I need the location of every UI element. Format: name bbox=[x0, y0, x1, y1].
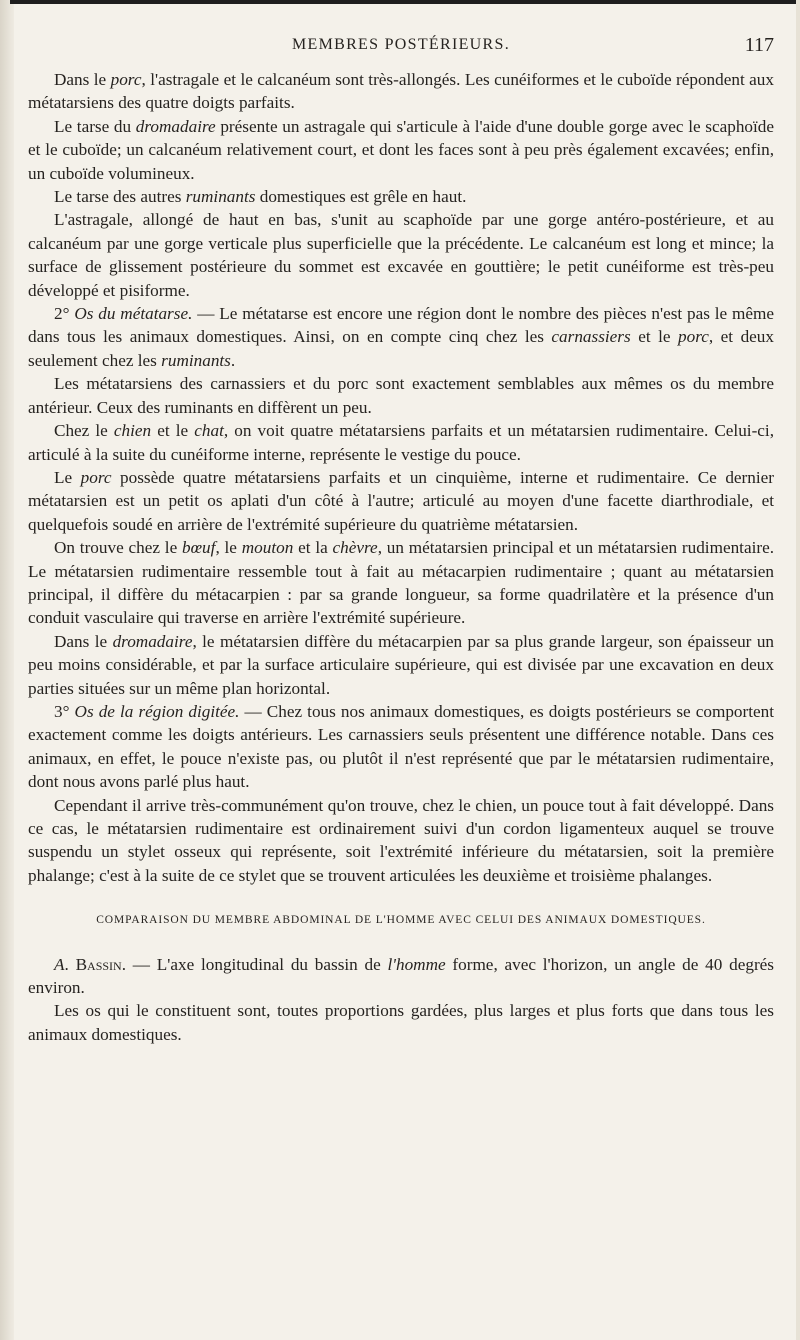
italic-text: carnassiers bbox=[551, 327, 631, 347]
italic-text: ruminants bbox=[161, 350, 231, 370]
text-run: — Le métatarse est encore une région dont le nombre des pièces n'est pas le même dans tous les animaux domestiques. Ainsi, on en compte cinq chez les bbox=[28, 304, 775, 347]
text-run: Le bbox=[54, 467, 81, 487]
running-title: MEMBRES POSTÉRIEURS. bbox=[291, 36, 511, 53]
italic-text: porc bbox=[80, 467, 112, 487]
italic-text: A bbox=[54, 954, 65, 974]
page-header bbox=[28, 34, 774, 58]
text-run: Les métatarsiens des carnassiers et du porc sont exactement semblables aux mêmes os du membre antérieur. Ceux des ruminants en diffèrent un peu. bbox=[28, 374, 774, 417]
paragraph bbox=[28, 68, 774, 115]
text-run: 2° bbox=[54, 304, 75, 324]
paragraph bbox=[28, 208, 774, 302]
text-run: , on voit quatre métatarsiens parfaits et un métatarsien rudimentaire. Celui-ci, articulé à la suite du cunéiforme interne, représente le vestige du pouce. bbox=[28, 421, 774, 464]
text-run: forme, avec l'horizon, un angle de 40 degrés environ. bbox=[28, 954, 774, 998]
text-run: L'astragale, allongé de haut en bas, s'unit au scaphoïde par une gorge antéro-postérieure, et au calcanéum par une gorge verticale plus superficielle que la précédente. Le calcanéum est long et mince; la surface de glissement postérieure du sommet est excavée en gouttière; le petit cunéiforme est très-peu développé et pisiforme. bbox=[28, 210, 774, 300]
italic-text: mouton bbox=[241, 538, 294, 558]
text-run: 3° bbox=[54, 701, 75, 721]
paragraph bbox=[28, 185, 774, 208]
italic-text: bœuf bbox=[182, 538, 216, 558]
text-run: , un métatarsien principal et un métatarsien rudimentaire. Le métatarsien rudimentaire ressemble tout à fait au métacarpien rudimentaire ; quant au métatarsien principal, il diffère du métacarpien : par sa grande longueur, sa forme quadrilatère et la présence d'un conduit vasculaire qui traverse en arrière l'extrémité supérieure. bbox=[28, 538, 775, 628]
paragraph bbox=[28, 999, 774, 1046]
paragraph bbox=[28, 630, 774, 700]
italic-text: Os du métatarse. bbox=[74, 304, 193, 324]
paragraph bbox=[28, 794, 774, 888]
text-run: présente un astragale qui s'articule à l'aide d'une double gorge avec le scaphoïde et le cuboïde; un calcanéum relativement court, et dont les faces sont à peu près également excavées; enfin, un cuboïde volumineux. bbox=[28, 116, 775, 183]
page-number: 117 bbox=[744, 34, 774, 56]
text-run: On trouve chez le bbox=[54, 538, 182, 558]
text-run: — Chez tous nos animaux domestiques, es doigts postérieurs se comportent exactement comme les doigts antérieurs. Les carnassiers seuls présentent une différence notable. Dans ces animaux, en effet, le pouce n'existe pas, ou plutôt il n'est représenté que par le métatarsien rudimentaire, dont nous avons parlé plus haut. bbox=[28, 701, 775, 792]
text-run: Chez le bbox=[54, 421, 114, 441]
right-page-shadow bbox=[796, 0, 800, 1340]
text-run: Bassin bbox=[75, 954, 122, 974]
italic-text: l'homme bbox=[387, 954, 446, 974]
text-run: Le tarse des autres bbox=[54, 187, 186, 207]
italic-text: ruminants bbox=[185, 187, 256, 207]
text-run: Cependant il arrive très-communément qu'on trouve, chez le chien, un pouce tout à fait développé. Dans ce cas, le métatarsien rudimentaire est ordinairement suivi d'un cordon ligamenteux auquel se trouve suspendu un stylet osseux qui représente, soit l'extrémité inférieure du métatarsien, soit la première phalange; c'est à la suite de ce stylet que se trouvent articulées les deuxième et troisième phalanges. bbox=[28, 795, 774, 885]
text-run: et le bbox=[630, 327, 678, 347]
paragraph bbox=[28, 700, 774, 794]
text-run: , l'astragale et le calcanéum sont très-allongés. Les cunéiformes et le cuboïde répondent aux métatarsiens des quatre doigts parfaits. bbox=[28, 70, 774, 113]
text-run: et le bbox=[151, 421, 195, 441]
top-edge-line bbox=[10, 0, 800, 4]
text-run: , le bbox=[215, 538, 242, 558]
italic-text: porc bbox=[678, 327, 709, 347]
section-heading bbox=[28, 909, 774, 932]
paragraph bbox=[28, 419, 774, 466]
text-run: domestiques est grêle en haut. bbox=[255, 187, 467, 207]
text-run: . — L'axe longitudinal du bassin de bbox=[121, 954, 388, 974]
italic-text: porc bbox=[110, 70, 142, 89]
page-body bbox=[28, 68, 774, 1046]
italic-text: dromadaire bbox=[135, 116, 216, 136]
paragraph bbox=[28, 372, 774, 419]
paragraph bbox=[28, 536, 774, 630]
text-run: . bbox=[64, 954, 76, 974]
italic-text: dromadaire bbox=[112, 631, 193, 651]
page-binding-edge bbox=[0, 0, 14, 1340]
paragraph bbox=[28, 115, 774, 185]
text-run: Le tarse du bbox=[54, 116, 136, 136]
text-run: COMPARAISON DU MEMBRE ABDOMINAL DE L'HOMME AVEC CELUI DES ANIMAUX DOMESTIQUES. bbox=[96, 914, 706, 927]
text-run: , et deux seulement chez les bbox=[28, 327, 774, 370]
italic-text: Os de la région digitée. bbox=[74, 701, 240, 721]
text-run: , le métatarsien diffère du métacarpien par sa plus grande largeur, son épaisseur un peu moins considérable, et par la surface articulaire supérieure, qui est divisée par une excavation en deux parties situées sur un même plan horizontal. bbox=[28, 631, 775, 698]
paragraph bbox=[28, 466, 774, 536]
italic-text: chèvre bbox=[332, 538, 378, 558]
italic-text: chien bbox=[113, 421, 152, 441]
text-run: Dans le bbox=[54, 70, 111, 89]
text-run: Les os qui le constituent sont, toutes proportions gardées, plus larges et plus forts que dans tous les animaux domestiques. bbox=[28, 1001, 774, 1044]
text-run: possède quatre métatarsiens parfaits et un cinquième, interne et rudimentaire. Ce dernier métatarsien est un petit os aplati d'un côté à l'autre; articulé au moyen d'une facette diarthrodiale, et quelquefois soudé en arrière de l'extrémité supérieure du quatrième métatarsien. bbox=[28, 467, 774, 534]
text-run: . bbox=[230, 350, 236, 370]
italic-text: chat bbox=[194, 421, 224, 441]
paragraph bbox=[28, 953, 774, 1000]
text-run: Dans le bbox=[54, 631, 113, 651]
paragraph bbox=[28, 302, 774, 372]
text-run: et la bbox=[293, 538, 333, 558]
